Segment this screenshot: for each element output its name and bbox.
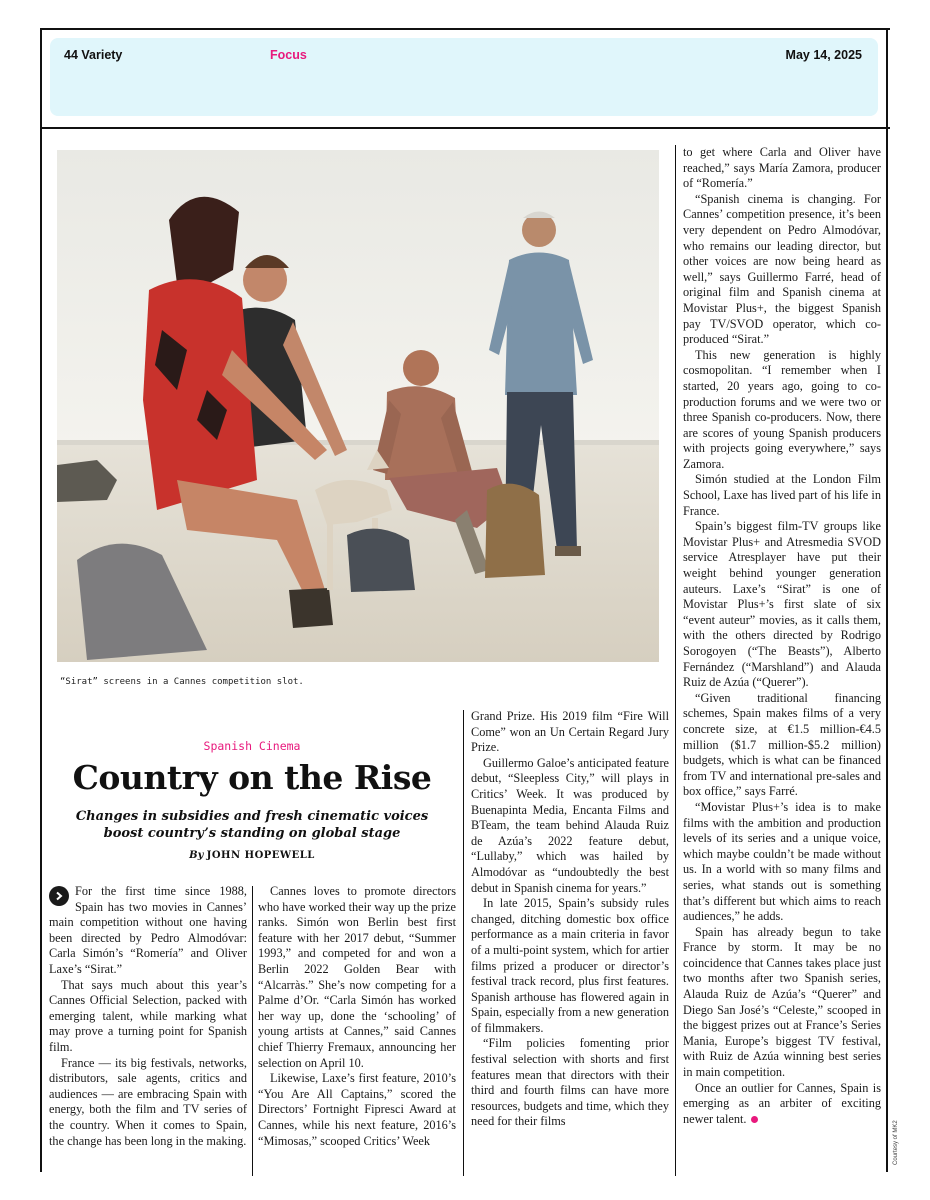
byline-prefix: By (189, 850, 204, 861)
article-column-1 (49, 884, 247, 1176)
page-header (50, 38, 878, 116)
paragraph: “Spanish cinema is changing. For Cannes’ competition presence, it’s been very dependent on Pedro Almodóvar, who remains our leading director, but other voices are now being heard as well,” says Guillermo Farré, head of original film and Spanish cinema at Movistar Plus+, the biggest Spanish pay TV/SVOD operator, which co-produced “Sirat.” (683, 191, 881, 347)
article-dek: Changes in subsidies and fresh cinematic voices boost country’s standing on global stage (75, 809, 429, 841)
chevron-right-icon (49, 886, 69, 906)
section-label: Focus (270, 48, 307, 62)
column-separator (252, 886, 253, 1176)
paragraph: “Given traditional financing schemes, Spain makes films of a very concrete size, at €1.5 million-€4.5 million ($1.7 million-$5.2 million) budgets, which is what can be financed from TV and international pre-sales and box office,” says Farré. (683, 690, 881, 799)
paragraph: This new generation is highly cosmopolitan. “I remember when I started, 20 years ago, going to co-production forums and we were two or three Spanish co-producers. Now, there are scores of young Spanish producers with projects going everywhere,” says Zamora. (683, 347, 881, 471)
paragraph: “Movistar Plus+’s idea is to make films with the ambition and production levels of its series and a unique voice, which maybe couldn’t be made without us. In a world with so many films and series, what stands out is something that’s different but which aims to reach audiences,” he adds. (683, 799, 881, 924)
end-mark-icon (751, 1116, 758, 1123)
paragraph: “Film policies fomenting prior festival selection with shorts and first features mean that directors with their third and fourth films can have more resources, budgets and time, which they need for their films (471, 1036, 669, 1129)
paragraph: Guillermo Galoe’s anticipated feature debut, “Sleepless City,” will plays in Critics’ Week. It was produced by Buenapinta Media, Encanta Films and BTeam, the team behind Alauda Ruiz de Azúa’s 2022 feature debut, “Lullaby,” which was hailed by Almodóvar as “undoubtedly the best debut in Spanish cinema for years.” (471, 755, 669, 895)
paragraph: In late 2015, Spain’s subsidy rules changed, ditching domestic box office performance as a main criteria in favor of a multi-point system, which for artier films prized a producer or director’s festival track record, plus first features. Spanish arthouse has flowered again in Spain, especially from a new generation of filmmakers. (471, 896, 669, 1035)
paragraph: Likewise, Laxe’s first feature, 2010’s “You Are All Captains,” scored the Directors’ Fortnight Fipresci Award at Cannes, while his next feature, 2016’s “Mimosas,” scooped Critics’ Week (258, 1071, 456, 1148)
paragraph: That says much about this year’s Cannes Official Selection, packed with emerging talent, while marking what may prove a turning point for Spanish film. (49, 977, 247, 1054)
paragraph: Spain has already begun to take France by storm. It may be no coincidence that Cannes takes place just two months after two Spanish series, Alauda Ruiz de Azúa’s “Querer” and Diego San José’s “Celeste,” scooped in the biggest prizes out at France’s Series Mania, Europe’s biggest TV festival, with Ruiz de Azúa winning best series in main competition. (683, 924, 881, 1080)
page-rule-top (40, 28, 890, 30)
column-separator (463, 710, 464, 1176)
paragraph: Simón studied at the London Film School, Laxe has lived part of his life in France. (683, 472, 881, 518)
paragraph: France — its big festivals, networks, distributors, sale agents, critics and audiences — are embracing Spain with energy, both the film and TV series of the country. When it comes to Spain, the change has been long in the making. (49, 1055, 247, 1148)
article-column-2 (258, 884, 456, 1176)
article-photo (57, 150, 659, 662)
paragraph: For the first time since 1988, Spain has two movies in Cannes’ main competition without one having been directed by Pedro Almodóvar: Carla Simón’s “Romería” and Oliver Laxe’s “Sirat.” (49, 884, 247, 976)
author-name: JOHN HOPEWELL (206, 850, 315, 861)
column-separator (675, 145, 676, 1176)
page-rule-left (40, 28, 42, 1172)
paragraph: Cannes loves to promote directors who have worked their way up the prize ranks. Simón won Berlin best first feature with her 2017 debut, “Summer 1993,” and competed for and won a Berlin 2022 Golden Bear with “Alcarràs.” She’s now competing for a Palme d’Or. “Carla Simón has worked her way up, done the ‘schooling’ of young artists at Cannes,” said Cannes chief Thierry Fremaux, announcing her selection on April 10. (258, 884, 456, 1070)
article-headline: Country on the Rise (72, 758, 432, 797)
paragraph: Once an outlier for Cannes, Spain is emerging as an arbiter of exciting newer talent. (683, 1080, 881, 1126)
paragraph: Grand Prize. His 2019 film “Fire Will Come” won an Un Certain Regard Jury Prize. (471, 709, 669, 755)
photo-credit: Courtesy of MK2 (893, 1120, 899, 1165)
article-column-3 (471, 709, 669, 1176)
page-number-label: 44 Variety (64, 48, 123, 62)
page-rule-header-bottom (40, 127, 890, 129)
issue-date: May 14, 2025 (785, 48, 862, 62)
photo-caption: “Sirat” screens in a Cannes competition slot. (60, 677, 304, 687)
paragraph: Spain’s biggest film-TV groups like Movistar Plus+ and Atresmedia SVOD service Atresplayer have put their weight behind younger generation auteurs. Laxe’s “Sirat” is one of Movistar Plus+’s first slate of six “event auteur” movies, as it calls them, with the others directed by Rodrigo Sorogoyen (“The Beasts”), Alberto Fernández (“Marshland”) and Alauda Ruiz de Azúa (“Querer”). (683, 519, 881, 690)
article-byline (60, 850, 444, 861)
page-rule-right (886, 28, 888, 1172)
article-kicker: Spanish Cinema (203, 739, 301, 753)
article-column-4 (683, 145, 881, 1176)
paragraph: to get where Carla and Oliver have reached,” says María Zamora, producer of “Romería.” (683, 145, 881, 191)
photo-bag (485, 484, 545, 578)
